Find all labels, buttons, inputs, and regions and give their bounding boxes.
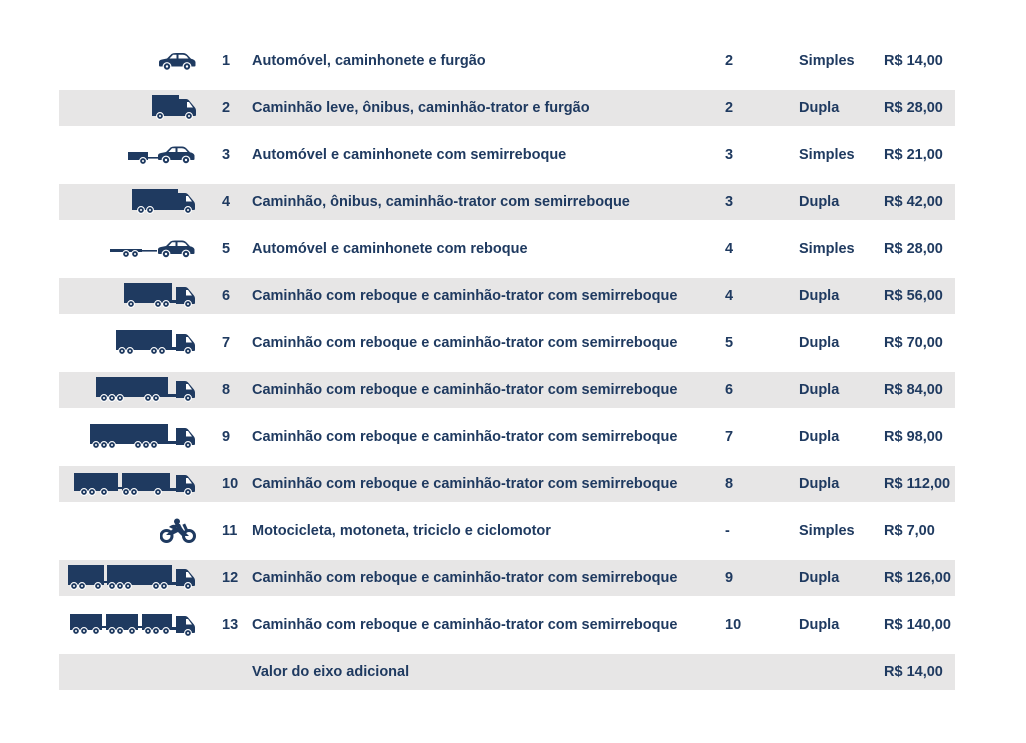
motorcycle-icon	[160, 513, 196, 549]
light-truck-icon	[152, 90, 196, 126]
truck-9-axles-icon	[68, 560, 196, 596]
table-row	[59, 607, 955, 643]
toll-price: R$ 126,00	[884, 570, 951, 586]
toll-price: R$ 112,00	[884, 476, 951, 492]
axle-count: 8	[725, 476, 734, 492]
axle-count: 5	[725, 335, 734, 351]
wheel-type: Dupla	[799, 382, 840, 398]
axle-count: 4	[725, 241, 734, 257]
toll-price: R$ 21,00	[884, 147, 943, 163]
wheel-type: Dupla	[799, 194, 840, 210]
wheel-type: Dupla	[799, 335, 840, 351]
axle-count: 2	[725, 100, 734, 116]
table-row	[59, 466, 955, 502]
category-description: Caminhão com reboque e caminhão-trator com semirreboque	[252, 476, 678, 492]
category-description: Caminhão leve, ônibus, caminhão-trator e furgão	[252, 100, 590, 116]
additional-axle-label: Valor do eixo adicional	[252, 664, 410, 680]
category-description: Automóvel, caminhonete e furgão	[252, 53, 486, 69]
car-icon	[158, 43, 196, 79]
toll-price: R$ 28,00	[884, 100, 943, 116]
toll-price: R$ 7,00	[884, 523, 935, 539]
wheel-type: Simples	[799, 147, 855, 163]
category-description: Caminhão com reboque e caminhão-trator com semirreboque	[252, 570, 678, 586]
axle-count: 4	[725, 288, 734, 304]
table-row	[59, 513, 955, 549]
wheel-type: Simples	[799, 53, 855, 69]
additional-axle-row	[59, 654, 955, 690]
toll-price: R$ 70,00	[884, 335, 943, 351]
truck-6-axles-icon	[96, 372, 196, 408]
toll-price: R$ 56,00	[884, 288, 943, 304]
category-number: 1	[222, 53, 231, 69]
toll-price: R$ 84,00	[884, 382, 943, 398]
additional-axle-price: R$ 14,00	[884, 664, 943, 680]
truck-10-axles-icon	[70, 607, 196, 643]
category-number: 4	[222, 194, 231, 210]
toll-price: R$ 98,00	[884, 429, 943, 445]
category-description: Automóvel e caminhonete com semirreboque	[252, 147, 567, 163]
category-number: 12	[222, 570, 239, 586]
truck-8-axles-icon	[74, 466, 196, 502]
category-number: 5	[222, 241, 231, 257]
category-number: 2	[222, 100, 231, 116]
toll-price: R$ 140,00	[884, 617, 951, 633]
wheel-type: Dupla	[799, 476, 840, 492]
table-row	[59, 43, 955, 79]
category-number: 3	[222, 147, 231, 163]
axle-count: 10	[725, 617, 742, 633]
table-row	[59, 560, 955, 596]
table-row	[59, 419, 955, 455]
category-description: Caminhão com reboque e caminhão-trator com semirreboque	[252, 429, 678, 445]
category-description: Automóvel e caminhonete com reboque	[252, 241, 528, 257]
truck-5-axles-icon	[116, 325, 196, 361]
table-row	[59, 231, 955, 267]
toll-price: R$ 28,00	[884, 241, 943, 257]
category-number: 7	[222, 335, 231, 351]
table-row	[59, 90, 955, 126]
car-with-trailer-icon	[110, 231, 196, 267]
axle-count: 3	[725, 147, 734, 163]
truck-3-axles-icon	[132, 184, 196, 220]
category-number: 13	[222, 617, 239, 633]
toll-table	[59, 43, 955, 701]
axle-count: 2	[725, 53, 734, 69]
table-row	[59, 325, 955, 361]
wheel-type: Dupla	[799, 570, 840, 586]
category-description: Caminhão, ônibus, caminhão-trator com semirreboque	[252, 194, 630, 210]
axle-count: 9	[725, 570, 734, 586]
category-number: 9	[222, 429, 231, 445]
toll-price: R$ 42,00	[884, 194, 943, 210]
car-with-semitrailer-icon	[128, 137, 196, 173]
axle-count: 6	[725, 382, 734, 398]
wheel-type: Dupla	[799, 100, 840, 116]
table-row	[59, 137, 955, 173]
wheel-type: Dupla	[799, 429, 840, 445]
wheel-type: Dupla	[799, 288, 840, 304]
table-row	[59, 184, 955, 220]
category-number: 6	[222, 288, 231, 304]
axle-count: 7	[725, 429, 734, 445]
wheel-type: Dupla	[799, 617, 840, 633]
table-row	[59, 372, 955, 408]
category-number: 8	[222, 382, 231, 398]
category-number: 10	[222, 476, 239, 492]
wheel-type: Simples	[799, 523, 855, 539]
wheel-type: Simples	[799, 241, 855, 257]
category-description: Caminhão com reboque e caminhão-trator com semirreboque	[252, 617, 678, 633]
axle-count: -	[725, 523, 730, 539]
category-description: Caminhão com reboque e caminhão-trator com semirreboque	[252, 382, 678, 398]
table-row	[59, 278, 955, 314]
toll-price: R$ 14,00	[884, 53, 943, 69]
category-number: 11	[222, 523, 238, 539]
axle-count: 3	[725, 194, 734, 210]
category-description: Caminhão com reboque e caminhão-trator com semirreboque	[252, 335, 678, 351]
category-description: Caminhão com reboque e caminhão-trator com semirreboque	[252, 288, 678, 304]
truck-7-axles-icon	[90, 419, 196, 455]
truck-4-axles-icon	[124, 278, 196, 314]
category-description: Motocicleta, motoneta, triciclo e ciclomotor	[252, 523, 551, 539]
